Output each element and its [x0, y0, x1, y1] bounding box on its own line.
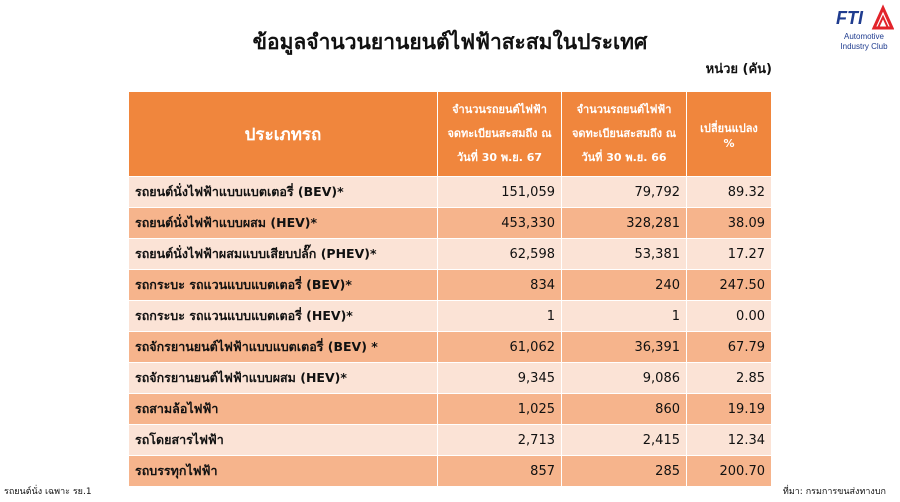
row-vehicle-type: รถยนต์นั่งไฟฟ้าแบบผสม (HEV)* — [129, 208, 438, 239]
table-row — [129, 208, 772, 239]
table-row — [129, 239, 772, 270]
header-vehicle-type: ประเภทรถ — [129, 92, 438, 177]
row-vehicle-type: รถจักรยานยนต์ไฟฟ้าแบบผสม (HEV)* — [129, 363, 438, 394]
row-change: 89.32 — [687, 177, 772, 208]
header-change-percent: เปลี่ยนแปลง % — [687, 92, 772, 177]
table-row — [129, 425, 772, 456]
row-value-2024: 2,713 — [438, 425, 562, 456]
row-value-2023: 2,415 — [562, 425, 687, 456]
header-2023-line: วันที่ 30 พ.ย. 66 — [581, 151, 667, 164]
table-header-row — [129, 92, 772, 177]
row-value-2024: 453,330 — [438, 208, 562, 239]
source-note: ที่มา: กรมการขนส่งทางบก — [782, 487, 886, 497]
row-value-2023: 328,281 — [562, 208, 687, 239]
row-value-2024: 61,062 — [438, 332, 562, 363]
row-vehicle-type: รถกระบะ รถแวนแบบแบตเตอรี่ (BEV)* — [129, 270, 438, 301]
svg-text:FTI: FTI — [836, 8, 863, 28]
table-row — [129, 456, 772, 487]
fti-logo-icon — [834, 4, 894, 30]
row-vehicle-type: รถกระบะ รถแวนแบบแบตเตอรี่ (HEV)* — [129, 301, 438, 332]
logo-text — [832, 32, 896, 52]
row-value-2023: 53,381 — [562, 239, 687, 270]
table-row — [129, 332, 772, 363]
header-2023-line: จดทะเบียนสะสมถึง ณ — [571, 127, 677, 140]
unit-label: หน่วย (คัน) — [705, 62, 772, 77]
header-2024-line: จดทะเบียนสะสมถึง ณ — [447, 127, 552, 140]
row-vehicle-type: รถจักรยานยนต์ไฟฟ้าแบบแบตเตอรี่ (BEV) * — [129, 332, 438, 363]
table-row — [129, 177, 772, 208]
row-vehicle-type: รถยนต์นั่งไฟฟ้าผสมแบบเสียบปลั๊ก (PHEV)* — [129, 239, 438, 270]
row-value-2024: 834 — [438, 270, 562, 301]
row-vehicle-type: รถสามล้อไฟฟ้า — [129, 394, 438, 425]
row-value-2023: 1 — [562, 301, 687, 332]
row-change: 200.70 — [687, 456, 772, 487]
row-value-2024: 1 — [438, 301, 562, 332]
footnote: รถยนต์นั่ง เฉพาะ รย.1 — [4, 487, 92, 497]
row-vehicle-type: รถบรรทุกไฟฟ้า — [129, 456, 438, 487]
table-row — [129, 363, 772, 394]
row-value-2024: 151,059 — [438, 177, 562, 208]
row-change: 38.09 — [687, 208, 772, 239]
row-value-2023: 285 — [562, 456, 687, 487]
row-vehicle-type: รถโดยสารไฟฟ้า — [129, 425, 438, 456]
table-row — [129, 270, 772, 301]
page-title: ข้อมูลจำนวนยานยนต์ไฟฟ้าสะสมในประเทศ — [252, 30, 648, 54]
logo-line-2: Industry Club — [840, 42, 888, 51]
row-value-2023: 9,086 — [562, 363, 687, 394]
row-value-2024: 9,345 — [438, 363, 562, 394]
row-change: 67.79 — [687, 332, 772, 363]
row-change: 12.34 — [687, 425, 772, 456]
row-change: 2.85 — [687, 363, 772, 394]
row-vehicle-type: รถยนต์นั่งไฟฟ้าแบบแบตเตอรี่ (BEV)* — [129, 177, 438, 208]
row-change: 0.00 — [687, 301, 772, 332]
header-2024 — [438, 92, 562, 177]
header-2024-line: วันที่ 30 พ.ย. 67 — [456, 151, 543, 164]
header-2023-line: จำนวนรถยนต์ไฟฟ้า — [576, 103, 672, 116]
row-value-2023: 240 — [562, 270, 687, 301]
row-value-2023: 79,792 — [562, 177, 687, 208]
ev-registration-table — [128, 91, 772, 487]
header-2023 — [562, 92, 687, 177]
row-value-2024: 857 — [438, 456, 562, 487]
row-value-2023: 36,391 — [562, 332, 687, 363]
row-change: 19.19 — [687, 394, 772, 425]
logo-line-1: Automotive — [843, 32, 885, 41]
row-value-2024: 1,025 — [438, 394, 562, 425]
header-2024-line: จำนวนรถยนต์ไฟฟ้า — [452, 103, 547, 116]
row-value-2024: 62,598 — [438, 239, 562, 270]
row-value-2023: 860 — [562, 394, 687, 425]
row-change: 247.50 — [687, 270, 772, 301]
fti-logo — [796, 4, 896, 54]
table-row — [129, 394, 772, 425]
table-row — [129, 301, 772, 332]
row-change: 17.27 — [687, 239, 772, 270]
